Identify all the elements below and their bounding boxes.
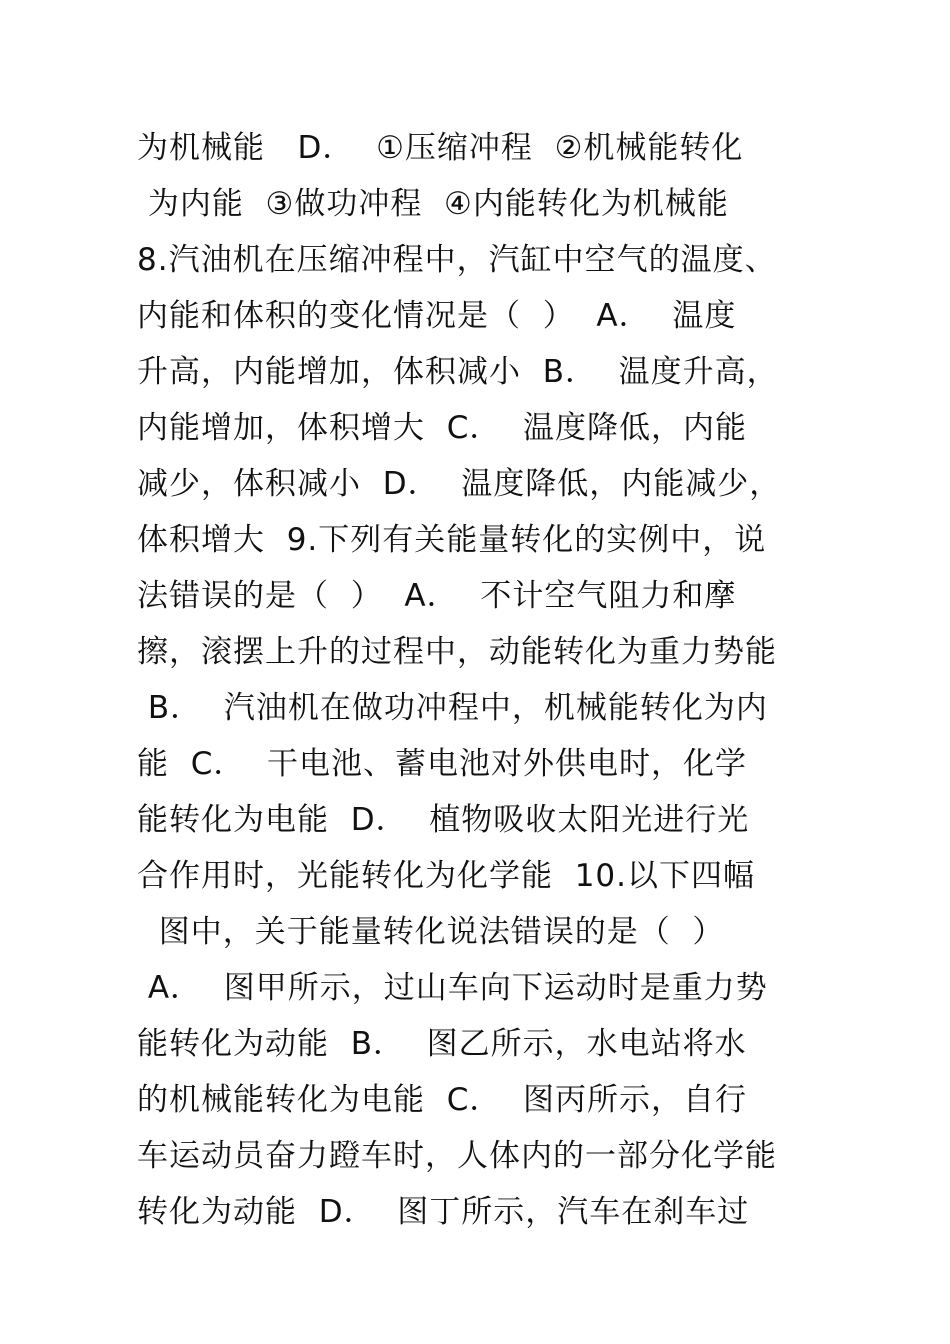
text-line: 能转化为动能 B． 图乙所示，水电站将水 xyxy=(137,1026,747,1062)
text-line: 为内能 ③做功冲程 ④内能转化为机械能 xyxy=(137,186,729,222)
text-line: 法错误的是（ ） A． 不计空气阻力和摩 xyxy=(137,578,737,614)
text-line: 体积增大 9.下列有关能量转化的实例中，说 xyxy=(137,522,767,558)
text-line: 升高，内能增加，体积减小 B． 温度升高， xyxy=(137,354,779,390)
text-line: 擦，滚摆上升的过程中，动能转化为重力势能 xyxy=(137,634,777,670)
text-line: 内能和体积的变化情况是（ ） A． 温度 xyxy=(137,298,737,334)
text-line: A． 图甲所示，过山车向下运动时是重力势 xyxy=(137,970,768,1006)
text-line: 合作用时，光能转化为化学能 10.以下四幅 xyxy=(137,858,756,894)
text-line: 能 C． 干电池、蓄电池对外供电时，化学 xyxy=(137,746,748,782)
text-line: 减少，体积减小 D． 温度降低，内能减少， xyxy=(137,466,782,502)
text-line: 转化为动能 D． 图丁所示，汽车在刹车过 xyxy=(137,1194,750,1230)
text-line: 的机械能转化为电能 C． 图丙所示，自行 xyxy=(137,1082,748,1118)
text-line: 内能增加，体积增大 C． 温度降低，内能 xyxy=(137,410,748,446)
text-line: 图中，关于能量转化说法错误的是（ ） xyxy=(137,914,725,950)
question-text-block xyxy=(137,120,837,1240)
text-line: 8.汽油机在压缩冲程中，汽缸中空气的温度、 xyxy=(137,242,777,278)
text-line: 为机械能 D． ①压缩冲程 ②机械能转化 xyxy=(137,130,744,166)
text-line: B． 汽油机在做功冲程中，机械能转化为内 xyxy=(137,690,768,726)
text-line: 能转化为电能 D． 植物吸收太阳光进行光 xyxy=(137,802,750,838)
text-line: 车运动员奋力蹬车时，人体内的一部分化学能 xyxy=(137,1138,777,1174)
